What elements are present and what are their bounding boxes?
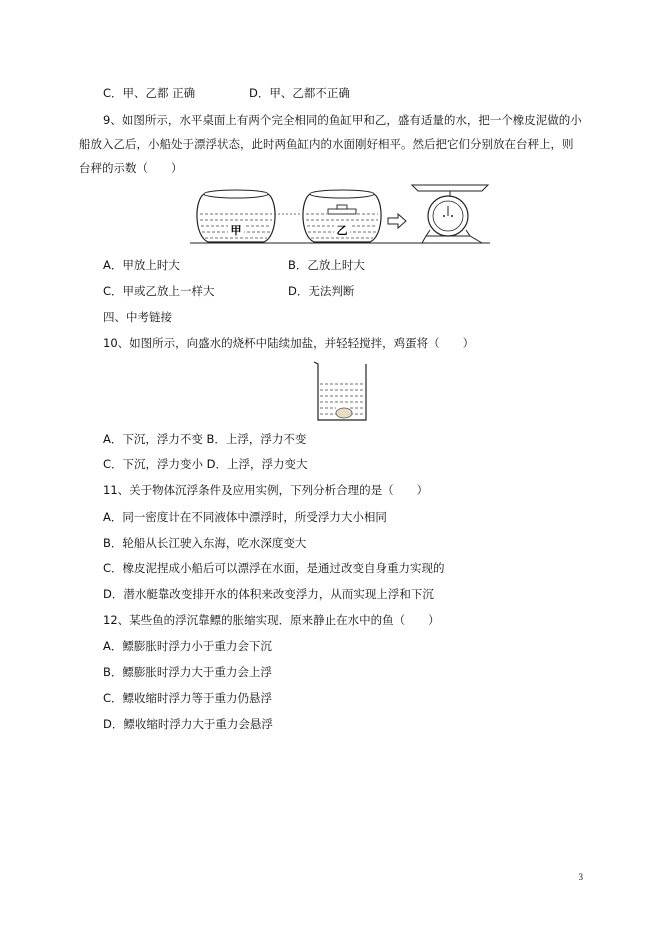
q9-stem-line1: 9、如图所示，水平桌面上有两个完全相同的鱼缸甲和乙，盛有适量的水，把一个橡皮泥做的小	[103, 113, 582, 127]
q12-stem: 12、某些鱼的浮沉靠鳔的胀缩实现．原来静止在水中的鱼（ ）	[103, 613, 440, 627]
scale-icon	[412, 185, 488, 243]
q9-stem-line3: 台秤的示数（ ）	[79, 161, 183, 175]
q11-option-d: D．潜水艇靠改变排开水的体积来改变浮力，从而实现上浮和下沉	[103, 587, 434, 601]
q12-option-c: C．鳔收缩时浮力等于重力仍悬浮	[103, 691, 273, 705]
q11-option-b: B．轮船从长江驶入东海，吃水深度变大	[103, 536, 307, 550]
q11-option-c: C．橡皮泥捏成小船后可以漂浮在水面，是通过改变自身重力实现的	[103, 561, 445, 575]
tank-b	[303, 190, 381, 242]
q10-stem: 10、如图所示，向盛水的烧杯中陆续加盐，并轻轻搅拌，鸡蛋将（ ）	[103, 336, 475, 350]
q8-option-c: C．甲、乙都 正确	[103, 86, 196, 100]
q9-option-b: B．乙放上时大	[288, 258, 365, 272]
q12-option-a: A．鳔膨胀时浮力小于重力会下沉	[103, 639, 272, 653]
q9-option-a: A．甲放上时大	[103, 258, 180, 272]
page-number: 3	[578, 872, 583, 882]
q8-option-d: D．甲、乙都不正确	[249, 86, 350, 100]
q10-beaker-figure	[312, 360, 372, 422]
q10-options-ab: A．下沉，浮力不变 B．上浮，浮力不变	[103, 432, 307, 446]
q9-figure	[190, 184, 490, 254]
clay-boat	[328, 205, 356, 214]
section-title: 四、中考链接	[103, 310, 172, 324]
tank-b-label: 乙	[336, 224, 348, 237]
q9-option-d: D．无法判断	[288, 284, 355, 298]
q10-options-cd: C．下沉，浮力变小 D．上浮，浮力变大	[103, 457, 308, 471]
q9-option-c: C．甲或乙放上一样大	[103, 284, 215, 298]
egg	[336, 408, 352, 418]
q11-stem: 11、关于物体沉浮条件及应用实例，下列分析合理的是（ ）	[103, 483, 429, 497]
q11-option-a: A．同一密度计在不同液体中漂浮时，所受浮力大小相同	[103, 510, 387, 524]
q12-option-d: D．鳔收缩时浮力大于重力会悬浮	[103, 717, 273, 731]
q12-option-b: B．鳔膨胀时浮力大于重力会上浮	[103, 665, 272, 679]
arrow-right-icon	[388, 214, 406, 228]
tank-a	[197, 190, 275, 242]
q9-stem-line2: 船放入乙后，小船处于漂浮状态，此时两鱼缸内的水面刚好相平。然后把它们分别放在台秤上，则	[79, 137, 574, 151]
tank-a-label: 甲	[230, 224, 242, 237]
